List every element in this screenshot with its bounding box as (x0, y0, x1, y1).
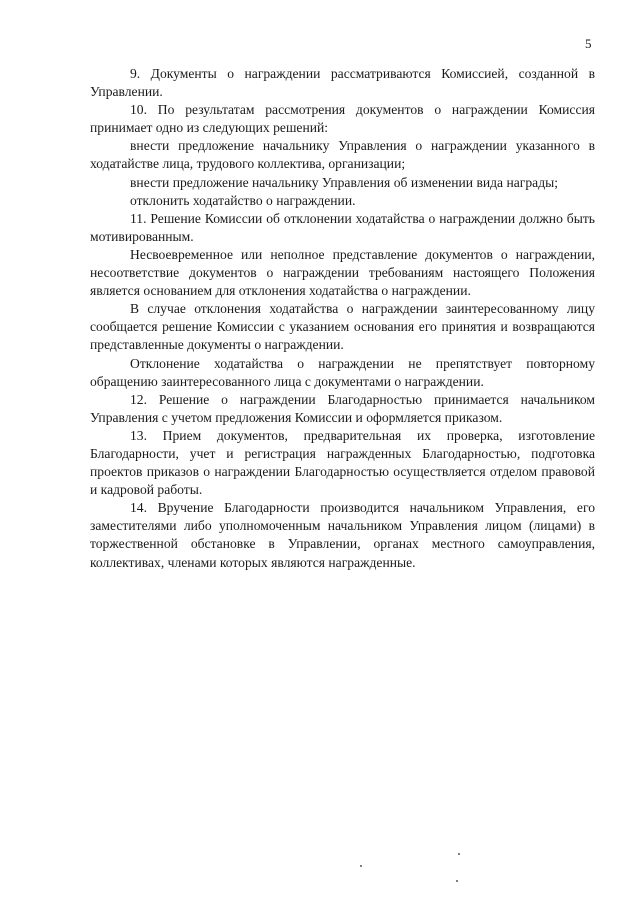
decision-option-1: внести предложение начальнику Управления о награждении указанного в ходатайстве лица, трудового коллектива, организации; (90, 138, 595, 172)
decision-option-2: внести предложение начальнику Управления об изменении вида награды; (130, 174, 559, 190)
paragraph-11: 11. Решение Комиссии об отклонении ходатайства о награждении должно быть мотивированным. (90, 210, 595, 244)
decision-option-3: отклонить ходатайство о награждении. (130, 192, 356, 208)
paragraph-11-untimely: Несвоевременное или неполное представление документов о награждении, несоответствие документов о награждении требованиям настоящего Положения является основанием для отклонения ходатайства о награждении. (90, 246, 595, 299)
scan-speck (458, 853, 460, 855)
paragraph-10: 10. По результатам рассмотрения документов о награждении Комиссия принимает одно из следующих решений: (90, 102, 595, 136)
paragraph-11-rejection-notice: В случае отклонения ходатайства о награждении заинтересованному лицу сообщается решение Комиссии с указанием основания его принятия и возвращаются представленные документы о награждении. (90, 301, 595, 353)
paragraph-11-repeat-application: Отклонение ходатайства о награждении не препятствует повторному обращению заинтересованного лица с документами о награждении. (90, 355, 595, 389)
paragraph-12: 12. Решение о награждении Благодарностью принимается начальником Управления с учетом предложения Комиссии и оформляется приказом. (90, 391, 595, 425)
scan-speck (456, 880, 458, 882)
scan-speck (360, 865, 362, 867)
paragraph-14: 14. Вручение Благодарности производится начальником Управления, его заместителями либо уполномоченным начальником Управления лицом (лицами) в торжественной обстановке в Управлении, органах местного самоуправления, коллективах, членами которых являются награжденные. (90, 500, 595, 570)
paragraph-9: 9. Документы о награждении рассматриваются Комиссией, созданной в Управлении. (90, 66, 595, 100)
document-body (90, 65, 595, 572)
page-number: 5 (585, 36, 592, 51)
paragraph-13: 13. Прием документов, предварительная их проверка, изготовление Благодарности, учет и регистрация награжденных Благодарностью, подготовка проектов приказов о награждении Благодарностью осуществляется отделом правовой и кадровой работы. (90, 427, 595, 498)
